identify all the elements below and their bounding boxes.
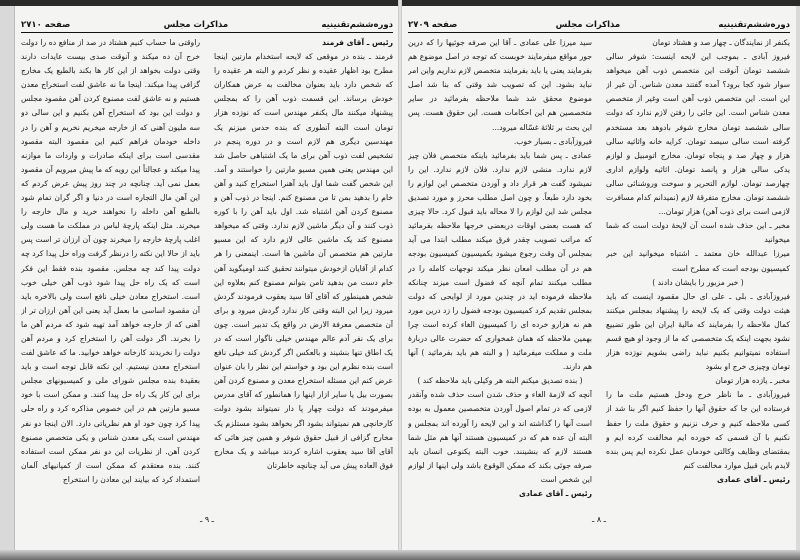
left-page-header	[21, 16, 393, 33]
paragraph: عمادی ـ پس شما باید بفرمائید باینکه متخصص فلان چیز لازم ندارد. منشی لازم ندارد. فلان لازم ندارد. این را نمیشود گفت هر قرار داد و آوردن متخصص این لوازم را بخود دارد طبعاً. و چون اصل مطلب محرز و مورد تصدیق مجلس شد این لوازم را لا محاله باید قبول کرد. حالا چیزی که هست بعضی اوقات دربعضی خرجها ملاحظه بفرمائید که مراتب تصویب چقدر فرق میکند مطلب ابتدا می آید بمجلس آن وقت رجوع میشود بکمیسیون کمیسیون بودجه هم در آن مطلب امعان نظر میکند توجهات کامله را در مطلب میکنند تمام آنچه که فضول است میزند چنانکه ملاحظه فرموده اید در چندین مورد از لوایحی که دولت بمجلس تقدیم کرد کمیسیون بودجه فضول را زد درین مورد هم نه هزارو خرده ای را کمیسیون الغاء کرده است چرا بهمین ملاحظه که همان غمخواری که حضرت عالی دربارهٔ ملت و مملکت میفرمائید ( و البته هم باید بفرمائید ) آنها هم دارند.	[408, 150, 592, 372]
paragraph: یکنفر از نمایندگان ـ چهار صد و هشتاد تومان	[652, 38, 790, 47]
right-page-header	[408, 16, 790, 33]
paragraph: فیروزآبادی ـ ما ناظر خرج ودخل هستیم ملت ما را فرستاده این جا که حقوق آنها را حفظ کنیم اگر بنا شد از کسی ملاحظه کنیم و حرف نزنیم و حقوق ملت را حفظ نکنیم با آن قسمی که خورده ایم مخالفت کرده ایم و بمقتضای وظایف وکالتی خودمان عمل نکرده ایم پس بنده لایدم باین قبیل موارد مخالفت کنم	[606, 390, 790, 470]
paragraph: فرمند ـ بنده در موقعی که لایحه استخدام مارتین اینجا مطرح بود اظهار عقیده و نظر کردم و البته هر عقیده را که شخص دارد باید بعنوان مخالفت به عرض همکاران خودش برساند. این قسمت ذوب آهن را که بمجلس پیشنهاد میکنند مال یکنفر مهندس است که نوزده هزار تومان است البته آنطوری که بنده حدس میزنم یک مهندسین دیگری هم لازم است و در دوره پنجم در تشخیص لفت ذوب آهن برای ما یک اشتباهی حاصل شد این مهندس یعنی همین مسیو مارتین را خواستند و آمد. این شخص گفت شما اول باید آهنرا استخراج کنید و آهن خام را بدهید بمن تا من مصنوع کنم. اینجا در ذوب آهن و مصنوع کردن آهن اشتباه شد. اول باید آهن را با کوره ذوب کنند و آن دیگر ماشین لازم ندارد. وقتی که میخواهد مصنوع کند یک ماشین عالی لازم دارد که این مسیو مارتین هم متخصص آن ماشین ها است. اینمعنی را هر کدام از آقایان ازخودش میتوانند تحقیق کنند اومیگوید آهن خام دست من بدهید تامن بتوانم مصنوع کنم بعلاوه این شخص همینطور که آقای آقا سید یعقوب فرمودند گردش میرود زیرا این البته وقتی کار ندارد گردش میرود و برای آن متخصص معرفة الارض در واقع یک تدبیر است. چون برای یک نفر آدم عالم مهندس خیلی ناگوار است که در یک اطاق تنها بنشیند و بالعکس اگر گردش کند خیلی نافع است بنده نظرم این بود و خواستم این نظر را بان عنوان عرض کنم این مسئله استخراج معدن و مصنوع کردن آهن بصورت بیل یا سایر ازار اینها را همانطور که آقای مدرس میفرمودند که دولت چهار پا دار نمیتواند بشود دولت کارخانچی هم نمیتواند بشود اگر بخواهد بشود مستلزم یک مخارج گزافی از قبیل حقوق شوفر و همین چیز هائی که آقای آقا سید یعقوب اشاره کردند میباشد و یک مخارج فوق العاده پیش می آید چنانچه خاطرتان	[214, 52, 393, 470]
right-page-columns	[408, 36, 790, 510]
right-page-col-right	[606, 36, 790, 510]
speaker-line: رئیس ـ آقای عمادی	[519, 489, 592, 498]
right-page	[402, 6, 796, 550]
paragraph: مخبر ـ این حذف شده است آن لایحهٔ دولت است که شما میخوانید	[606, 221, 790, 245]
left-page-col-right	[214, 36, 393, 510]
page-label: صفحه ۲۷۱۰	[21, 20, 71, 30]
parenthetical-note: ( بنده تصدیق میکنم البته هر وکیلی باید ملاحظه کند )	[417, 376, 583, 386]
session-label: دوره‌ششم‌تقنینیه	[321, 20, 393, 30]
speaker-line: رئیس ـ آقای عمادی	[717, 474, 790, 484]
page-number: ـ ۹ ـ	[199, 515, 215, 524]
right-page-col-left	[408, 36, 592, 510]
paragraph: سید میرزا علی عمادی ـ آقا این صرفه جوئیها را که درین جور مواقع میفرمایند خوبست که توجه در اصل موضوع هم بفرمایند یعنی یا باید بفرمایند متخصص لازم نداریم واین امر نباید بشود. این که تصویب شد وقتی که بنا شد اصل موضوع محقق شد شما ملاحظه بفرمائید در سایر متخصصین هم این احکامات هست. این حقوق هست. پس این بحث بر ثلاثهٔ غسّاله میرود...	[408, 38, 592, 132]
session-label: دوره‌ششم‌تقنینیه	[718, 20, 790, 30]
left-page-col-left	[21, 36, 200, 510]
paragraph: آنچه که لازمهٔ الغاء و حذف شدن است حذف شده وآنقدر لازمی که در تمام اصول آوردن متخصصین معمول به بوده است آنها را گذاشته اند و این لایحه را آورده اند بمجلس و البته آن عده هم که در کمیسیون هستند آنها هم مثل شما هستند لازم که بنشینند. خوب البته یکنوعی انسان باید صرفه جوئی بکند که ممکن الوقوع باشد ولی اینها از لوازم این شخص است	[408, 390, 592, 484]
page-number: ـ ۸ ـ	[591, 515, 607, 524]
journal-title: مذاکرات مجلس	[555, 20, 621, 30]
paragraph: فیروزآبادی ـ بسیار خوب.	[513, 136, 592, 146]
journal-title: مذاکرات مجلس	[163, 20, 229, 30]
speaker-line: رئیس ـ آقای فرمند	[322, 38, 393, 47]
left-page-columns	[21, 36, 393, 510]
page-label: صفحه ۲۷۰۹	[408, 20, 458, 30]
paragraph: فیروزآبادی ـ بلی ـ علی ای حال مقصود اینست که باید هیئت دولت وقتی که یک لایحه را پیشنهاد بمجلس میکنند کمال ملاحظه را بفرمایند که مالیهٔ ایران این طور تضییع نشود بجهت اینکه یک متخصصی که ما از وجود او هیچ قسم استفاده نمیتوانیم بکنیم نباید راضی بشویم نوزده هزار تومان وچیزی خرج او بشود	[606, 291, 790, 372]
paragraph: میرزا عبدالله خان معتمد ـ اشتباه میخوانید این خبر کمیسیون بودجه است که مطرح است	[606, 249, 790, 273]
left-page	[14, 6, 399, 550]
paragraph: راوقتی ما حساب کنیم هشتاد در صد از منافع ده را دولت خرج آن ده میکند و آنوقت صدی بیست عایدات دارند وقتی دولت بخواهد از این کار ها بکند بالطبع یک مخارج گزافی پیدا میکند. اینجا ما نه عاشق لفت استخراج معدن هستیم و نه عاشق لفت مصنوع کردن آهن مقصود مجلس و دولت این بود که استخراج آهن بکنیم و این سالی دو سه ملیون آهنی که از خارجه میخریم نخریم و آهن را در داخله خودمان فراهم کنیم این مقصود البته مقصود مقدسی است برای اینکه صادرات و واردات ما موازنه پیدا میکند و عجالتاً این رویه که ما پیش میرویم آن مقصود بعمل نمی آید. چنانچه در چند روز پیش عرض کردم که این آهن مال التجاره است در دنیا و اگر گران تمام شود بالطبع آهن داخله را نخواهند خرید و مال خارجه را میخرند. مثل اینکه پارچهٔ لباس در مملکت ما هست ولی اغلب پارچهٔ خارجه را میخرند چون آن ارزان تر است پس باید از حالا این نکته را درنظر گرفت وراه حل پیدا کرد چه دولت پیدا کند چه مجلس. مقصود بنده فقط این فکر است که یک راه حل پیدا شود ذوب آهن خیلی خوب است. استخراج معادن خیلی نافع است ولی بالاخره باید آن مقصود اساسی ما بعمل آید یعنی این آهن ارزان تر از آهنی که از خارجه خواهد آمد تهیه شود که مردم آهن ما را بخرند. اگر دولت آهن را استخراج کرد و مردم آهن دولت را نخریدند کارخانه خواهد خوابید. ما که عاشق لفت استخراج معدن نیستیم. این نکته قابل توجه است و باید بعقیدهٔ بنده مجلس شورای ملی و کمیسیونهای مجلس برای این کار یک راه حل پیدا کنند. و ممکن است با خود مسیو مارتین هم در این خصوص مذاکره کرد و راه حلی پیدا کرد چون خود او هم نظریاتی دارد. الان اینجا دو نفر مهندس است یکی معدن شناس و یکی متخصص مصنوع کردن آهن. از نظریات این دو نفر ممکن است استفاده کنند. بنده معتقدم که ممکن است از کمپانیهای آلمان استمداد کرد که بیایند این معادن را استخراج	[21, 38, 200, 484]
scan-bottom-edge	[0, 550, 800, 560]
paragraph: مخبر ـ یازده هزار تومان	[715, 376, 790, 386]
paragraph: فیروز آبادی ـ بموجب این لایحه اینست: شوفر سالی ششصد تومان آنوقت این متخصص ذوب آهن میخواهد سوار شود کجا برود؟ آمده گفتند معدن شناس. آن غیر از این است. این متخصص ذوب آهن است وغیر از متخصص معدن شناس است. این جائی را رفتن لازم ندارد که دولت سالی ششصد تومان مخارج شوفر بادوهد بعد مستخدم گرفته است سالی سیصد تومان. کرایه خانه واثاثیه سالی هزار و چهار صد و پنجاه تومان. مخارج اتومبیل و لوازم یدکی سالی هزار و پانصد تومان. اثاثیه ولوازم اداری چهارصد تومان. لوازم التحریر و سوخت وروشنائی سالی ششصد تومان. مخارج متفرقهٔ لازم (نمیدانم کدام مسافرت لازمی است برای ذوب آهن) هزار تومان...	[606, 52, 790, 217]
parenthetical-note: ( خبر مزبور را بایشان دادند )	[652, 277, 744, 287]
